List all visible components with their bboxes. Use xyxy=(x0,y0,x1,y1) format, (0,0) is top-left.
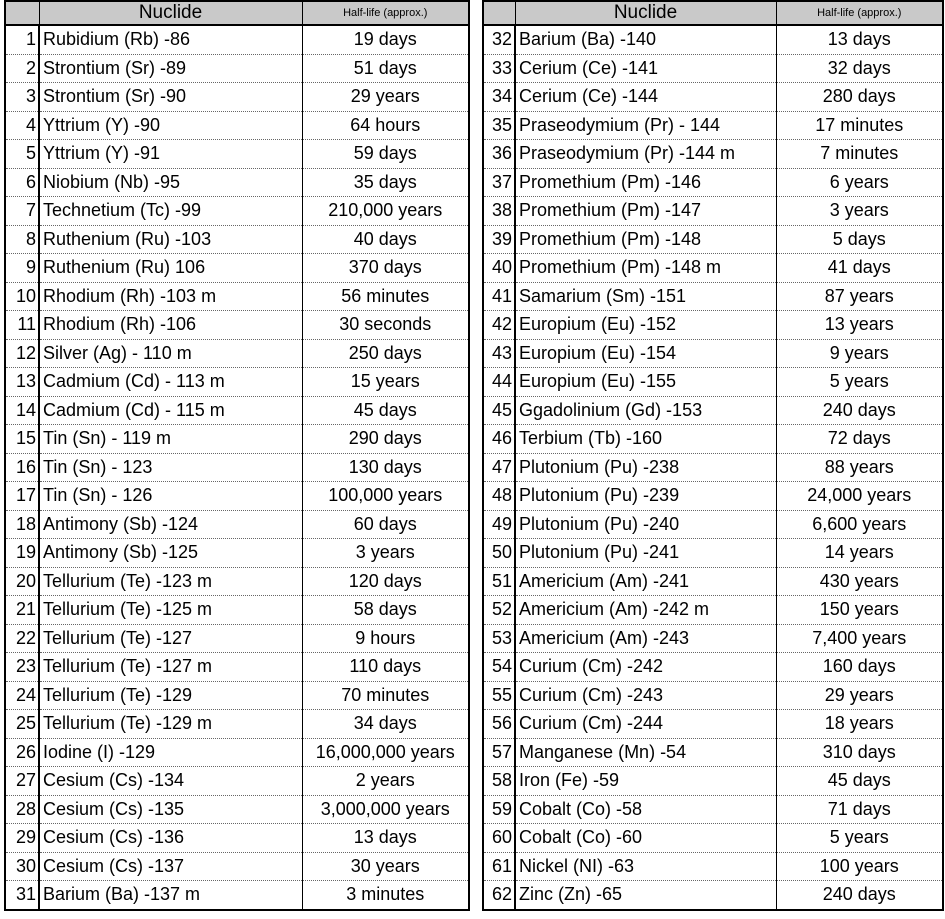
nuclide-name: Plutonium (Pu) -238 xyxy=(515,453,776,482)
nuclide-name: Promethium (Pm) -147 xyxy=(515,197,776,226)
half-life-value: 71 days xyxy=(776,795,943,824)
half-life-value: 59 days xyxy=(302,140,469,169)
half-life-value: 7,400 years xyxy=(776,624,943,653)
row-number: 24 xyxy=(5,681,39,710)
row-number: 49 xyxy=(483,510,515,539)
row-number: 41 xyxy=(483,282,515,311)
row-number: 47 xyxy=(483,453,515,482)
nuclide-name: Plutonium (Pu) -241 xyxy=(515,539,776,568)
nuclide-name: Europium (Eu) -152 xyxy=(515,311,776,340)
half-life-value: 6 years xyxy=(776,168,943,197)
nuclide-name: Antimony (Sb) -124 xyxy=(39,510,302,539)
nuclide-name: Americium (Am) -242 m xyxy=(515,596,776,625)
nuclide-name: Tellurium (Te) -127 xyxy=(39,624,302,653)
half-life-value: 51 days xyxy=(302,54,469,83)
nuclide-name: Curium (Cm) -244 xyxy=(515,710,776,739)
row-number: 30 xyxy=(5,852,39,881)
half-life-value: 35 days xyxy=(302,168,469,197)
row-number: 10 xyxy=(5,282,39,311)
header-number-cell xyxy=(483,1,515,25)
half-life-value: 310 days xyxy=(776,738,943,767)
table-row xyxy=(483,824,943,853)
row-number: 45 xyxy=(483,396,515,425)
nuclide-name: Cerium (Ce) -144 xyxy=(515,83,776,112)
table-row xyxy=(483,795,943,824)
table-row xyxy=(483,25,943,54)
right-nuclide-table xyxy=(482,0,944,911)
table-row xyxy=(483,681,943,710)
nuclide-name: Plutonium (Pu) -240 xyxy=(515,510,776,539)
row-number: 1 xyxy=(5,25,39,54)
row-number: 14 xyxy=(5,396,39,425)
half-life-value: 24,000 years xyxy=(776,482,943,511)
half-life-value: 5 years xyxy=(776,824,943,853)
row-number: 61 xyxy=(483,852,515,881)
table-row xyxy=(5,54,469,83)
row-number: 17 xyxy=(5,482,39,511)
row-number: 2 xyxy=(5,54,39,83)
row-number: 54 xyxy=(483,653,515,682)
row-number: 40 xyxy=(483,254,515,283)
half-life-value: 100,000 years xyxy=(302,482,469,511)
row-number: 4 xyxy=(5,111,39,140)
half-life-value: 64 hours xyxy=(302,111,469,140)
nuclide-name: Strontium (Sr) -90 xyxy=(39,83,302,112)
table-row xyxy=(5,596,469,625)
nuclide-name: Rubidium (Rb) -86 xyxy=(39,25,302,54)
row-number: 55 xyxy=(483,681,515,710)
half-life-value: 17 minutes xyxy=(776,111,943,140)
half-life-value: 41 days xyxy=(776,254,943,283)
nuclide-name: Curium (Cm) -242 xyxy=(515,653,776,682)
half-life-value: 3 years xyxy=(302,539,469,568)
half-life-value: 29 years xyxy=(776,681,943,710)
row-number: 52 xyxy=(483,596,515,625)
table-row xyxy=(483,339,943,368)
nuclide-name: Ruthenium (Ru) 106 xyxy=(39,254,302,283)
table-row xyxy=(483,852,943,881)
half-life-value: 29 years xyxy=(302,83,469,112)
nuclide-name: Strontium (Sr) -89 xyxy=(39,54,302,83)
table-row xyxy=(5,852,469,881)
half-life-value: 9 years xyxy=(776,339,943,368)
table-row xyxy=(483,567,943,596)
row-number: 9 xyxy=(5,254,39,283)
nuclide-name: Curium (Cm) -243 xyxy=(515,681,776,710)
table-row xyxy=(483,539,943,568)
half-life-value: 3 years xyxy=(776,197,943,226)
half-life-value: 290 days xyxy=(302,425,469,454)
row-number: 27 xyxy=(5,767,39,796)
nuclide-name: Tellurium (Te) -123 m xyxy=(39,567,302,596)
half-life-value: 72 days xyxy=(776,425,943,454)
table-row xyxy=(483,140,943,169)
half-life-value: 15 years xyxy=(302,368,469,397)
half-life-value: 7 minutes xyxy=(776,140,943,169)
half-life-value: 130 days xyxy=(302,453,469,482)
row-number: 8 xyxy=(5,225,39,254)
row-number: 15 xyxy=(5,425,39,454)
nuclide-name: Cobalt (Co) -60 xyxy=(515,824,776,853)
row-number: 25 xyxy=(5,710,39,739)
row-number: 35 xyxy=(483,111,515,140)
table-row xyxy=(483,510,943,539)
half-life-value: 2 years xyxy=(302,767,469,796)
right-table-body xyxy=(483,25,943,910)
half-life-value: 6,600 years xyxy=(776,510,943,539)
half-life-value: 32 days xyxy=(776,54,943,83)
row-number: 34 xyxy=(483,83,515,112)
table-row xyxy=(5,681,469,710)
row-number: 44 xyxy=(483,368,515,397)
half-life-value: 100 years xyxy=(776,852,943,881)
header-half-life: Half-life (approx.) xyxy=(302,1,469,25)
row-number: 29 xyxy=(5,824,39,853)
row-number: 38 xyxy=(483,197,515,226)
nuclide-name: Promethium (Pm) -148 xyxy=(515,225,776,254)
row-number: 6 xyxy=(5,168,39,197)
row-number: 36 xyxy=(483,140,515,169)
half-life-value: 40 days xyxy=(302,225,469,254)
table-row xyxy=(483,54,943,83)
row-number: 18 xyxy=(5,510,39,539)
table-row xyxy=(483,225,943,254)
table-row xyxy=(483,596,943,625)
table-row xyxy=(5,482,469,511)
row-number: 39 xyxy=(483,225,515,254)
left-table-body xyxy=(5,25,469,910)
row-number: 62 xyxy=(483,881,515,910)
nuclide-name: Iodine (I) -129 xyxy=(39,738,302,767)
half-life-value: 30 seconds xyxy=(302,311,469,340)
half-life-value: 88 years xyxy=(776,453,943,482)
table-row xyxy=(483,83,943,112)
table-row xyxy=(5,111,469,140)
row-number: 50 xyxy=(483,539,515,568)
half-life-value: 16,000,000 years xyxy=(302,738,469,767)
half-life-value: 60 days xyxy=(302,510,469,539)
nuclide-name: Terbium (Tb) -160 xyxy=(515,425,776,454)
table-row xyxy=(5,311,469,340)
half-life-value: 3 minutes xyxy=(346,884,425,905)
table-row xyxy=(5,25,469,54)
row-number: 33 xyxy=(483,54,515,83)
table-row xyxy=(5,767,469,796)
half-life-value: 210,000 years xyxy=(302,197,469,226)
row-number: 42 xyxy=(483,311,515,340)
nuclide-name: Zinc (Zn) -65 xyxy=(515,881,776,910)
table-row xyxy=(5,567,469,596)
half-life-value: 13 days xyxy=(776,25,943,54)
half-life-value: 56 minutes xyxy=(302,282,469,311)
row-number: 11 xyxy=(5,311,39,340)
table-row xyxy=(483,710,943,739)
table-row xyxy=(483,738,943,767)
nuclide-name: Yttrium (Y) -91 xyxy=(39,140,302,169)
table-row xyxy=(5,738,469,767)
table-row xyxy=(5,795,469,824)
row-number: 12 xyxy=(5,339,39,368)
table-row xyxy=(5,824,469,853)
table-row xyxy=(5,510,469,539)
row-number: 57 xyxy=(483,738,515,767)
table-row xyxy=(5,425,469,454)
row-number: 46 xyxy=(483,425,515,454)
nuclide-name: Nickel (NI) -63 xyxy=(515,852,776,881)
half-life-value: 70 minutes xyxy=(302,681,469,710)
nuclide-name: Rhodium (Rh) -106 xyxy=(39,311,302,340)
row-number: 60 xyxy=(483,824,515,853)
table-row xyxy=(483,111,943,140)
nuclide-name: Tin (Sn) - 126 xyxy=(39,482,302,511)
row-number: 26 xyxy=(5,738,39,767)
table-row xyxy=(5,197,469,226)
nuclide-name: Tellurium (Te) -127 m xyxy=(39,653,302,682)
table-row xyxy=(5,539,469,568)
nuclide-name: Tellurium (Te) -125 m xyxy=(39,596,302,625)
nuclide-name: Barium (Ba) -140 xyxy=(515,25,776,54)
row-number: 58 xyxy=(483,767,515,796)
half-life-value: 120 days xyxy=(302,567,469,596)
nuclide-name: Antimony (Sb) -125 xyxy=(39,539,302,568)
nuclide-name: Promethium (Pm) -146 xyxy=(515,168,776,197)
table-row xyxy=(483,767,943,796)
half-life-value: 19 days xyxy=(302,25,469,54)
left-nuclide-table xyxy=(4,0,470,911)
half-life-value: 5 years xyxy=(776,368,943,397)
table-row xyxy=(483,425,943,454)
nuclide-name: Americium (Am) -243 xyxy=(515,624,776,653)
row-number: 19 xyxy=(5,539,39,568)
nuclide-name: Tin (Sn) - 123 xyxy=(39,453,302,482)
row-number: 16 xyxy=(5,453,39,482)
row-number: 22 xyxy=(5,624,39,653)
half-life-value: 14 years xyxy=(776,539,943,568)
half-life-value: 9 hours xyxy=(302,624,469,653)
table-row xyxy=(5,396,469,425)
nuclide-name: Cesium (Cs) -136 xyxy=(39,824,302,853)
nuclide-name: Promethium (Pm) -148 m xyxy=(515,254,776,283)
nuclide-name: Europium (Eu) -155 xyxy=(515,368,776,397)
half-life-value: 34 days xyxy=(302,710,469,739)
half-life-value: 3,000,000 years xyxy=(302,795,469,824)
nuclide-name: Niobium (Nb) -95 xyxy=(39,168,302,197)
row-number: 32 xyxy=(483,25,515,54)
nuclide-name: Cobalt (Co) -58 xyxy=(515,795,776,824)
table-row xyxy=(5,83,469,112)
table-row xyxy=(483,881,943,910)
row-number: 20 xyxy=(5,567,39,596)
table-row xyxy=(483,482,943,511)
nuclide-name: Cesium (Cs) -137 xyxy=(39,852,302,881)
half-life-value: 87 years xyxy=(776,282,943,311)
table-row xyxy=(5,881,469,910)
half-life-value: 150 years xyxy=(776,596,943,625)
half-life-value: 240 days xyxy=(822,884,896,905)
row-number: 48 xyxy=(483,482,515,511)
table-row xyxy=(483,624,943,653)
half-life-value: 430 years xyxy=(776,567,943,596)
half-life-value: 13 years xyxy=(776,311,943,340)
table-row xyxy=(5,339,469,368)
table-row xyxy=(5,710,469,739)
row-number: 31 xyxy=(5,881,39,910)
table-row xyxy=(483,453,943,482)
table-row xyxy=(5,140,469,169)
table-row xyxy=(5,254,469,283)
row-number: 23 xyxy=(5,653,39,682)
nuclide-name: Tin (Sn) - 119 m xyxy=(39,425,302,454)
nuclide-name: Manganese (Mn) -54 xyxy=(515,738,776,767)
table-row xyxy=(483,311,943,340)
nuclide-name: Technetium (Tc) -99 xyxy=(39,197,302,226)
row-number: 51 xyxy=(483,567,515,596)
nuclide-name: Cadmium (Cd) - 113 m xyxy=(39,368,302,397)
half-life-value: 280 days xyxy=(776,83,943,112)
table-row xyxy=(483,282,943,311)
table-row xyxy=(5,653,469,682)
table-row xyxy=(5,368,469,397)
table-row xyxy=(483,254,943,283)
table-row xyxy=(483,197,943,226)
nuclide-name: Cesium (Cs) -134 xyxy=(39,767,302,796)
half-life-value: 250 days xyxy=(302,339,469,368)
row-number: 3 xyxy=(5,83,39,112)
nuclide-name: Barium (Ba) -137 m xyxy=(39,881,302,910)
half-life-value: 30 years xyxy=(302,852,469,881)
nuclide-name: Iron (Fe) -59 xyxy=(515,767,776,796)
row-number: 21 xyxy=(5,596,39,625)
half-life-value: 5 days xyxy=(776,225,943,254)
nuclide-name: Europium (Eu) -154 xyxy=(515,339,776,368)
table-row xyxy=(483,168,943,197)
half-life-value: 370 days xyxy=(302,254,469,283)
half-life-value: 240 days xyxy=(776,396,943,425)
header-row xyxy=(5,1,469,25)
half-life-value: 45 days xyxy=(302,396,469,425)
half-life-value: 13 days xyxy=(302,824,469,853)
table-row xyxy=(5,282,469,311)
header-half-life: Half-life (approx.) xyxy=(776,1,943,25)
nuclide-name: Plutonium (Pu) -239 xyxy=(515,482,776,511)
half-life-value: 18 years xyxy=(776,710,943,739)
table-row xyxy=(483,396,943,425)
nuclide-name: Rhodium (Rh) -103 m xyxy=(39,282,302,311)
row-number: 59 xyxy=(483,795,515,824)
table-row xyxy=(483,653,943,682)
table-row xyxy=(5,168,469,197)
table-row xyxy=(5,624,469,653)
row-number: 53 xyxy=(483,624,515,653)
nuclide-name: Ruthenium (Ru) -103 xyxy=(39,225,302,254)
nuclide-name: Tellurium (Te) -129 xyxy=(39,681,302,710)
header-nuclide: Nuclide xyxy=(39,1,302,25)
header-number-cell xyxy=(5,1,39,25)
row-number: 5 xyxy=(5,140,39,169)
nuclide-name: Yttrium (Y) -90 xyxy=(39,111,302,140)
row-number: 43 xyxy=(483,339,515,368)
row-number: 13 xyxy=(5,368,39,397)
row-number: 7 xyxy=(5,197,39,226)
half-life-value: 110 days xyxy=(302,653,469,682)
table-row xyxy=(5,225,469,254)
row-number: 56 xyxy=(483,710,515,739)
half-life-value: 160 days xyxy=(776,653,943,682)
row-number: 37 xyxy=(483,168,515,197)
nuclide-name: Ggadolinium (Gd) -153 xyxy=(515,396,776,425)
table-row xyxy=(483,368,943,397)
row-number: 28 xyxy=(5,795,39,824)
nuclide-name: Cerium (Ce) -141 xyxy=(515,54,776,83)
nuclide-name: Cadmium (Cd) - 115 m xyxy=(39,396,302,425)
nuclide-name: Praseodymium (Pr) -144 m xyxy=(515,140,776,169)
header-nuclide: Nuclide xyxy=(515,1,776,25)
nuclide-name: Samarium (Sm) -151 xyxy=(515,282,776,311)
header-row xyxy=(483,1,943,25)
half-life-value: 45 days xyxy=(776,767,943,796)
half-life-value: 58 days xyxy=(302,596,469,625)
nuclide-name: Cesium (Cs) -135 xyxy=(39,795,302,824)
nuclide-name: Praseodymium (Pr) - 144 xyxy=(515,111,776,140)
nuclide-name: Silver (Ag) - 110 m xyxy=(39,339,302,368)
table-row xyxy=(5,453,469,482)
nuclide-name: Tellurium (Te) -129 m xyxy=(39,710,302,739)
nuclide-name: Americium (Am) -241 xyxy=(515,567,776,596)
